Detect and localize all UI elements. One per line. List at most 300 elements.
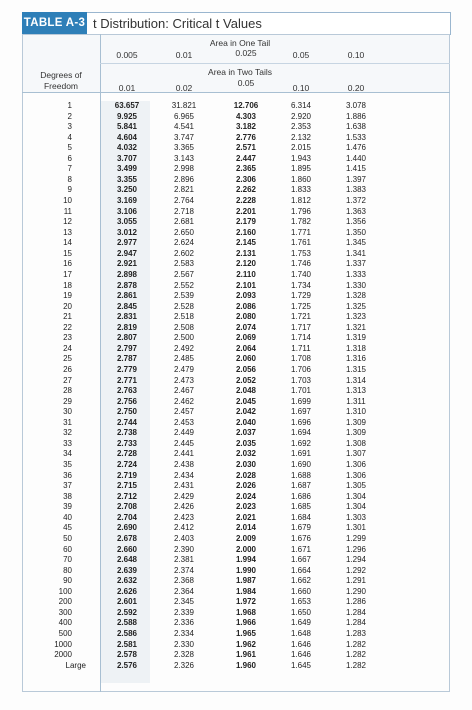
critical-value-cell: 3.169 [116, 196, 138, 206]
critical-value-cell: 2.763 [116, 386, 138, 396]
critical-value-cell: 1.646 [290, 639, 312, 649]
critical-value-cell: 12.706 [233, 101, 259, 110]
df-cell: 19 [63, 291, 72, 301]
critical-value-cell: 1.304 [345, 502, 367, 512]
table-row [22, 270, 450, 279]
df-cell: 200 [58, 597, 72, 607]
df-cell: 300 [58, 607, 72, 617]
table-row [22, 312, 450, 321]
critical-value-cell: 2.583 [173, 259, 195, 269]
critical-value-cell: 2.898 [116, 269, 138, 279]
critical-value-cell: 2.023 [235, 502, 257, 512]
critical-value-cell: 1.645 [290, 660, 312, 670]
critical-value-cell: 1.961 [235, 650, 257, 660]
df-cell: 26 [63, 365, 72, 374]
df-header-line2: Freedom [43, 81, 78, 91]
critical-value-cell: 2.326 [173, 660, 195, 670]
critical-value-cell: 1.686 [290, 491, 312, 501]
critical-value-cell: 2.744 [116, 417, 138, 427]
table-row [22, 386, 450, 395]
df-cell: 22 [63, 322, 72, 332]
critical-value-cell: 1.886 [345, 111, 367, 121]
df-cell: 34 [63, 449, 72, 459]
critical-value-cell: 2.660 [116, 544, 138, 554]
df-cell: 6 [67, 153, 72, 163]
table-row [22, 397, 450, 406]
critical-value-cell: 1.296 [345, 544, 367, 554]
critical-value-cell: 1.306 [345, 470, 367, 480]
critical-value-cell: 2.639 [116, 565, 138, 575]
critical-value-cell: 1.309 [345, 428, 367, 438]
critical-value-cell: 2.678 [116, 533, 138, 543]
critical-value-cell: 2.508 [173, 322, 195, 332]
critical-value-cell: 2.179 [235, 217, 257, 227]
critical-value-cell: 1.706 [290, 365, 312, 374]
critical-value-cell: 1.383 [345, 185, 367, 195]
critical-value-cell: 2.441 [173, 449, 195, 459]
critical-value-cell: 2.434 [173, 470, 195, 480]
critical-value-cell: 2.110 [236, 269, 256, 279]
df-cell: 39 [63, 502, 72, 512]
critical-value-cell: 1.734 [290, 280, 312, 290]
table-tag: TABLE A-3 [22, 12, 87, 34]
critical-value-cell: 2.431 [173, 481, 195, 491]
table-title: t Distribution: Critical t Values [93, 16, 262, 31]
critical-value-cell: 2.578 [116, 650, 138, 660]
critical-value-cell: 1.729 [290, 291, 312, 301]
df-cell: 7 [67, 164, 72, 174]
tail-divider [100, 63, 450, 64]
critical-value-cell: 2.131 [235, 248, 257, 258]
critical-value-cell: 1.968 [235, 607, 257, 617]
df-cell: 10 [63, 196, 72, 206]
critical-value-cell: 2.738 [116, 428, 138, 438]
df-cell: 60 [63, 544, 72, 554]
critical-value-cell: 2.453 [173, 417, 195, 427]
critical-value-cell: 2.353 [290, 122, 312, 132]
critical-value-cell: 2.690 [116, 523, 138, 533]
table-row [22, 291, 450, 300]
two-tail-area: 0.10 [292, 83, 310, 93]
critical-value-cell: 2.037 [235, 428, 257, 438]
critical-value-cell: 1.690 [290, 460, 312, 470]
critical-value-cell: 1.664 [290, 565, 312, 575]
critical-value-cell: 2.632 [116, 576, 138, 586]
critical-value-cell: 1.282 [345, 639, 367, 649]
critical-value-cell: 1.687 [290, 481, 312, 491]
critical-value-cell: 2.485 [173, 354, 195, 364]
table-row [22, 196, 450, 205]
critical-value-cell: 2.201 [235, 206, 257, 216]
critical-value-cell: 1.304 [345, 491, 367, 501]
df-cell: 29 [63, 396, 72, 406]
df-cell: 38 [63, 491, 72, 501]
table-row [22, 566, 450, 575]
table-row [22, 344, 450, 353]
critical-value-cell: 3.078 [345, 101, 367, 110]
critical-value-cell: 1.962 [235, 639, 257, 649]
df-cell: 90 [63, 576, 72, 586]
df-header [22, 70, 100, 92]
df-cell: 33 [63, 438, 72, 448]
df-cell: 50 [63, 533, 72, 543]
critical-value-cell: 1.943 [290, 153, 312, 163]
critical-value-cell: 1.987 [235, 576, 257, 586]
df-cell: 4 [67, 132, 72, 142]
critical-value-cell: 1.333 [345, 269, 367, 279]
critical-value-cell: 1.812 [290, 196, 312, 206]
critical-value-cell: 3.355 [116, 174, 138, 184]
critical-value-cell: 1.283 [345, 629, 367, 638]
table-row [22, 133, 450, 142]
critical-value-cell: 2.334 [173, 629, 195, 638]
critical-value-cell: 2.831 [116, 312, 138, 322]
df-cell: 5 [67, 143, 72, 153]
critical-value-cell: 1.315 [345, 365, 367, 374]
df-cell: 13 [63, 227, 72, 237]
df-cell: 16 [63, 259, 72, 269]
critical-value-cell: 1.306 [345, 460, 367, 470]
table-row [22, 555, 450, 564]
table-row [22, 259, 450, 268]
df-cell: 25 [63, 354, 72, 364]
critical-value-cell: 2.074 [235, 322, 257, 332]
critical-value-cell: 2.423 [173, 512, 195, 522]
table-row [22, 207, 450, 216]
critical-value-cell: 2.718 [173, 206, 195, 216]
critical-value-cell: 1.330 [345, 280, 367, 290]
critical-value-cell: 2.821 [173, 185, 195, 195]
critical-value-cell: 1.660 [290, 586, 312, 596]
critical-value-cell: 1.337 [345, 259, 367, 269]
critical-value-cell: 63.657 [114, 101, 140, 110]
two-tail-area: 0.02 [175, 83, 193, 93]
critical-value-cell: 2.412 [173, 523, 195, 533]
critical-value-cell: 2.345 [173, 597, 195, 607]
two-tail-area: 0.05 [237, 78, 255, 88]
df-cell: 3 [67, 122, 72, 132]
df-cell: 14 [63, 238, 72, 248]
critical-value-cell: 2.704 [116, 512, 138, 522]
critical-value-cell: 2.462 [173, 396, 195, 406]
two-tail-area: 0.20 [347, 83, 365, 93]
table-row [22, 354, 450, 363]
critical-value-cell: 1.699 [290, 396, 312, 406]
critical-value-cell: 2.365 [235, 164, 257, 174]
critical-value-cell: 1.533 [345, 132, 367, 142]
critical-value-cell: 2.650 [173, 227, 195, 237]
critical-value-cell: 1.323 [345, 312, 367, 322]
critical-value-cell: 2.364 [173, 586, 195, 596]
critical-value-cell: 1.476 [345, 143, 367, 153]
critical-value-cell: 1.321 [345, 322, 367, 332]
critical-value-cell: 2.776 [235, 132, 257, 142]
critical-value-cell: 2.787 [116, 354, 138, 364]
df-cell: 21 [63, 312, 72, 322]
critical-value-cell: 2.601 [116, 597, 138, 607]
df-cell: 40 [63, 512, 72, 522]
critical-value-cell: 2.467 [173, 386, 195, 396]
critical-value-cell: 1.284 [345, 618, 367, 628]
df-cell: 35 [63, 460, 72, 470]
table-row [22, 407, 450, 416]
critical-value-cell: 6.314 [290, 101, 312, 110]
critical-value-cell: 2.779 [116, 365, 138, 374]
critical-value-cell: 1.282 [345, 650, 367, 660]
critical-value-cell: 3.499 [116, 164, 138, 174]
critical-value-cell: 3.012 [116, 227, 138, 237]
critical-value-cell: 2.797 [116, 343, 138, 353]
critical-value-cell: 3.747 [173, 132, 195, 142]
title-box [87, 12, 451, 35]
critical-value-cell: 2.977 [116, 238, 138, 248]
one-tail-area: 0.10 [347, 50, 365, 60]
critical-value-cell: 2.449 [173, 428, 195, 438]
critical-value-cell: 1.960 [235, 660, 257, 670]
critical-value-cell: 1.308 [345, 438, 367, 448]
critical-value-cell: 1.286 [345, 597, 367, 607]
critical-value-cell: 3.365 [173, 143, 195, 153]
critical-value-cell: 2.592 [116, 607, 138, 617]
critical-value-cell: 1.662 [290, 576, 312, 586]
table-row [22, 513, 450, 522]
critical-value-cell: 1.676 [290, 533, 312, 543]
df-cell: 500 [58, 629, 72, 638]
critical-value-cell: 2.447 [235, 153, 257, 163]
critical-value-cell: 2.712 [116, 491, 138, 501]
critical-value-cell: 1.440 [345, 153, 367, 163]
critical-value-cell: 2.518 [173, 312, 195, 322]
critical-value-cell: 1.305 [345, 481, 367, 491]
table-row [22, 502, 450, 511]
df-cell: 24 [63, 343, 72, 353]
critical-value-cell: 1.314 [345, 375, 367, 385]
table-row [22, 101, 450, 110]
critical-value-cell: 1.965 [235, 629, 257, 638]
table-row [22, 545, 450, 554]
critical-value-cell: 2.228 [235, 196, 257, 206]
critical-value-cell: 1.721 [290, 312, 312, 322]
critical-value-cell: 2.602 [173, 248, 195, 258]
one-tail-area: 0.01 [175, 50, 193, 60]
critical-value-cell: 1.796 [290, 206, 312, 216]
critical-value-cell: 2.588 [116, 618, 138, 628]
critical-value-cell: 2.052 [235, 375, 257, 385]
critical-value-cell: 2.845 [116, 301, 138, 311]
critical-value-cell: 2.567 [173, 269, 195, 279]
critical-value-cell: 1.895 [290, 164, 312, 174]
critical-value-cell: 2.374 [173, 565, 195, 575]
critical-value-cell: 1.761 [290, 238, 312, 248]
critical-value-cell: 2.479 [173, 365, 195, 374]
critical-value-cell: 2.750 [116, 407, 138, 417]
table-row [22, 608, 450, 617]
critical-value-cell: 2.571 [235, 143, 257, 153]
one-tail-area: 0.025 [235, 48, 257, 58]
table-row [22, 228, 450, 237]
table-row [22, 492, 450, 501]
critical-value-cell: 1.984 [235, 586, 257, 596]
df-cell: 12 [63, 217, 72, 227]
critical-value-cell: 2.445 [173, 438, 195, 448]
critical-value-cell: 2.576 [116, 660, 138, 670]
critical-value-cell: 2.403 [173, 533, 195, 543]
critical-value-cell: 2.368 [173, 576, 195, 586]
df-cell: 1000 [54, 639, 72, 649]
critical-value-cell: 1.649 [290, 618, 312, 628]
critical-value-cell: 1.650 [290, 607, 312, 617]
one-tail-area: 0.005 [116, 50, 138, 60]
critical-value-cell: 1.363 [345, 206, 367, 216]
one-tail-area: 0.05 [292, 50, 310, 60]
critical-value-cell: 2.009 [235, 533, 257, 543]
df-cell: 28 [63, 386, 72, 396]
critical-value-cell: 2.026 [235, 481, 257, 491]
critical-value-cell: 1.697 [290, 407, 312, 417]
critical-value-cell: 2.014 [235, 523, 257, 533]
critical-value-cell: 1.679 [290, 523, 312, 533]
critical-value-cell: 1.328 [345, 291, 367, 301]
df-cell: 36 [63, 470, 72, 480]
table-row [22, 428, 450, 437]
critical-value-cell: 2.069 [235, 333, 257, 343]
critical-value-cell: 2.539 [173, 291, 195, 301]
critical-value-cell: 2.160 [235, 227, 257, 237]
critical-value-cell: 1.684 [290, 512, 312, 522]
critical-value-cell: 2.064 [235, 343, 257, 353]
critical-value-cell: 2.015 [290, 143, 312, 153]
df-cell: 11 [63, 206, 72, 216]
one-tail-label: Area in One Tail [209, 38, 271, 48]
critical-value-cell: 2.035 [235, 438, 257, 448]
critical-value-cell: 1.311 [346, 396, 366, 406]
table-row [22, 175, 450, 184]
table-row [22, 481, 450, 490]
critical-value-cell: 2.306 [235, 174, 257, 184]
table-row [22, 323, 450, 332]
df-cell: 400 [58, 618, 72, 628]
critical-value-cell: 1.319 [345, 333, 367, 343]
table-row [22, 640, 450, 649]
critical-value-cell: 1.717 [290, 322, 312, 332]
critical-value-cell: 2.028 [235, 470, 257, 480]
critical-value-cell: 2.457 [173, 407, 195, 417]
critical-value-cell: 2.426 [173, 502, 195, 512]
df-cell: 31 [63, 417, 72, 427]
critical-value-cell: 2.771 [116, 375, 138, 385]
critical-value-cell: 1.740 [290, 269, 312, 279]
critical-value-cell: 1.325 [345, 301, 367, 311]
table-row [22, 238, 450, 247]
critical-value-cell: 2.024 [235, 491, 257, 501]
table-row [22, 112, 450, 121]
critical-value-cell: 1.397 [345, 174, 367, 184]
critical-value-cell: 1.671 [290, 544, 312, 554]
critical-value-cell: 1.714 [290, 333, 312, 343]
df-cell: 30 [63, 407, 72, 417]
df-cell: 2000 [54, 650, 72, 660]
df-cell: 100 [58, 586, 72, 596]
critical-value-cell: 2.021 [235, 512, 257, 522]
table-row [22, 365, 450, 374]
critical-value-cell: 1.350 [345, 227, 367, 237]
critical-value-cell: 1.372 [345, 196, 367, 206]
critical-value-cell: 2.920 [290, 111, 312, 121]
critical-value-cell: 2.764 [173, 196, 195, 206]
critical-value-cell: 3.055 [116, 217, 138, 227]
critical-value-cell: 3.182 [235, 122, 257, 132]
table-row [22, 618, 450, 627]
critical-value-cell: 2.330 [173, 639, 195, 649]
critical-value-cell: 3.143 [173, 153, 195, 163]
df-cell: 18 [63, 280, 72, 290]
critical-value-cell: 4.303 [235, 111, 257, 121]
critical-value-cell: 2.132 [290, 132, 312, 142]
table-row [22, 249, 450, 258]
critical-value-cell: 2.473 [173, 375, 195, 385]
critical-value-cell: 1.701 [290, 386, 312, 396]
critical-value-cell: 2.626 [116, 586, 138, 596]
table-row [22, 534, 450, 543]
critical-value-cell: 2.921 [116, 259, 138, 269]
critical-value-cell: 2.581 [116, 639, 138, 649]
critical-value-cell: 2.093 [235, 291, 257, 301]
critical-value-cell: 2.947 [116, 248, 138, 258]
critical-value-cell: 2.728 [116, 449, 138, 459]
table-row [22, 629, 450, 638]
critical-value-cell: 2.896 [173, 174, 195, 184]
critical-value-cell: 1.415 [345, 164, 367, 174]
critical-value-cell: 1.696 [290, 417, 312, 427]
critical-value-cell: 1.345 [345, 238, 367, 248]
critical-value-cell: 1.301 [345, 523, 367, 533]
critical-value-cell: 2.648 [116, 555, 138, 565]
critical-value-cell: 1.691 [290, 449, 312, 459]
table-row [22, 439, 450, 448]
critical-value-cell: 1.833 [290, 185, 312, 195]
critical-value-cell: 1.341 [345, 248, 367, 258]
critical-value-cell: 1.318 [345, 343, 367, 353]
table-row [22, 460, 450, 469]
critical-value-cell: 9.925 [116, 111, 138, 121]
critical-value-cell: 2.048 [235, 386, 257, 396]
critical-value-cell: 1.299 [345, 533, 367, 543]
df-cell: Large [65, 660, 86, 670]
df-cell: 20 [63, 301, 72, 311]
table-row [22, 122, 450, 131]
critical-value-cell: 2.030 [235, 460, 257, 470]
critical-value-cell: 1.294 [345, 555, 367, 565]
critical-value-cell: 2.819 [116, 322, 138, 332]
critical-value-cell: 31.821 [171, 101, 197, 110]
df-header-line1: Degrees of [40, 70, 82, 80]
df-cell: 80 [63, 565, 72, 575]
df-cell: 45 [63, 523, 72, 533]
critical-value-cell: 2.339 [173, 607, 195, 617]
critical-value-cell: 1.694 [290, 428, 312, 438]
critical-value-cell: 2.120 [235, 259, 257, 269]
critical-value-cell: 1.310 [345, 407, 367, 417]
critical-value-cell: 2.042 [235, 407, 257, 417]
df-cell: 37 [63, 481, 72, 491]
table-row [22, 376, 450, 385]
critical-value-cell: 2.060 [235, 354, 257, 364]
critical-value-cell: 1.990 [235, 565, 257, 575]
critical-value-cell: 2.492 [173, 343, 195, 353]
critical-value-cell: 2.500 [173, 333, 195, 343]
table-row [22, 587, 450, 596]
critical-value-cell: 2.056 [235, 365, 257, 374]
